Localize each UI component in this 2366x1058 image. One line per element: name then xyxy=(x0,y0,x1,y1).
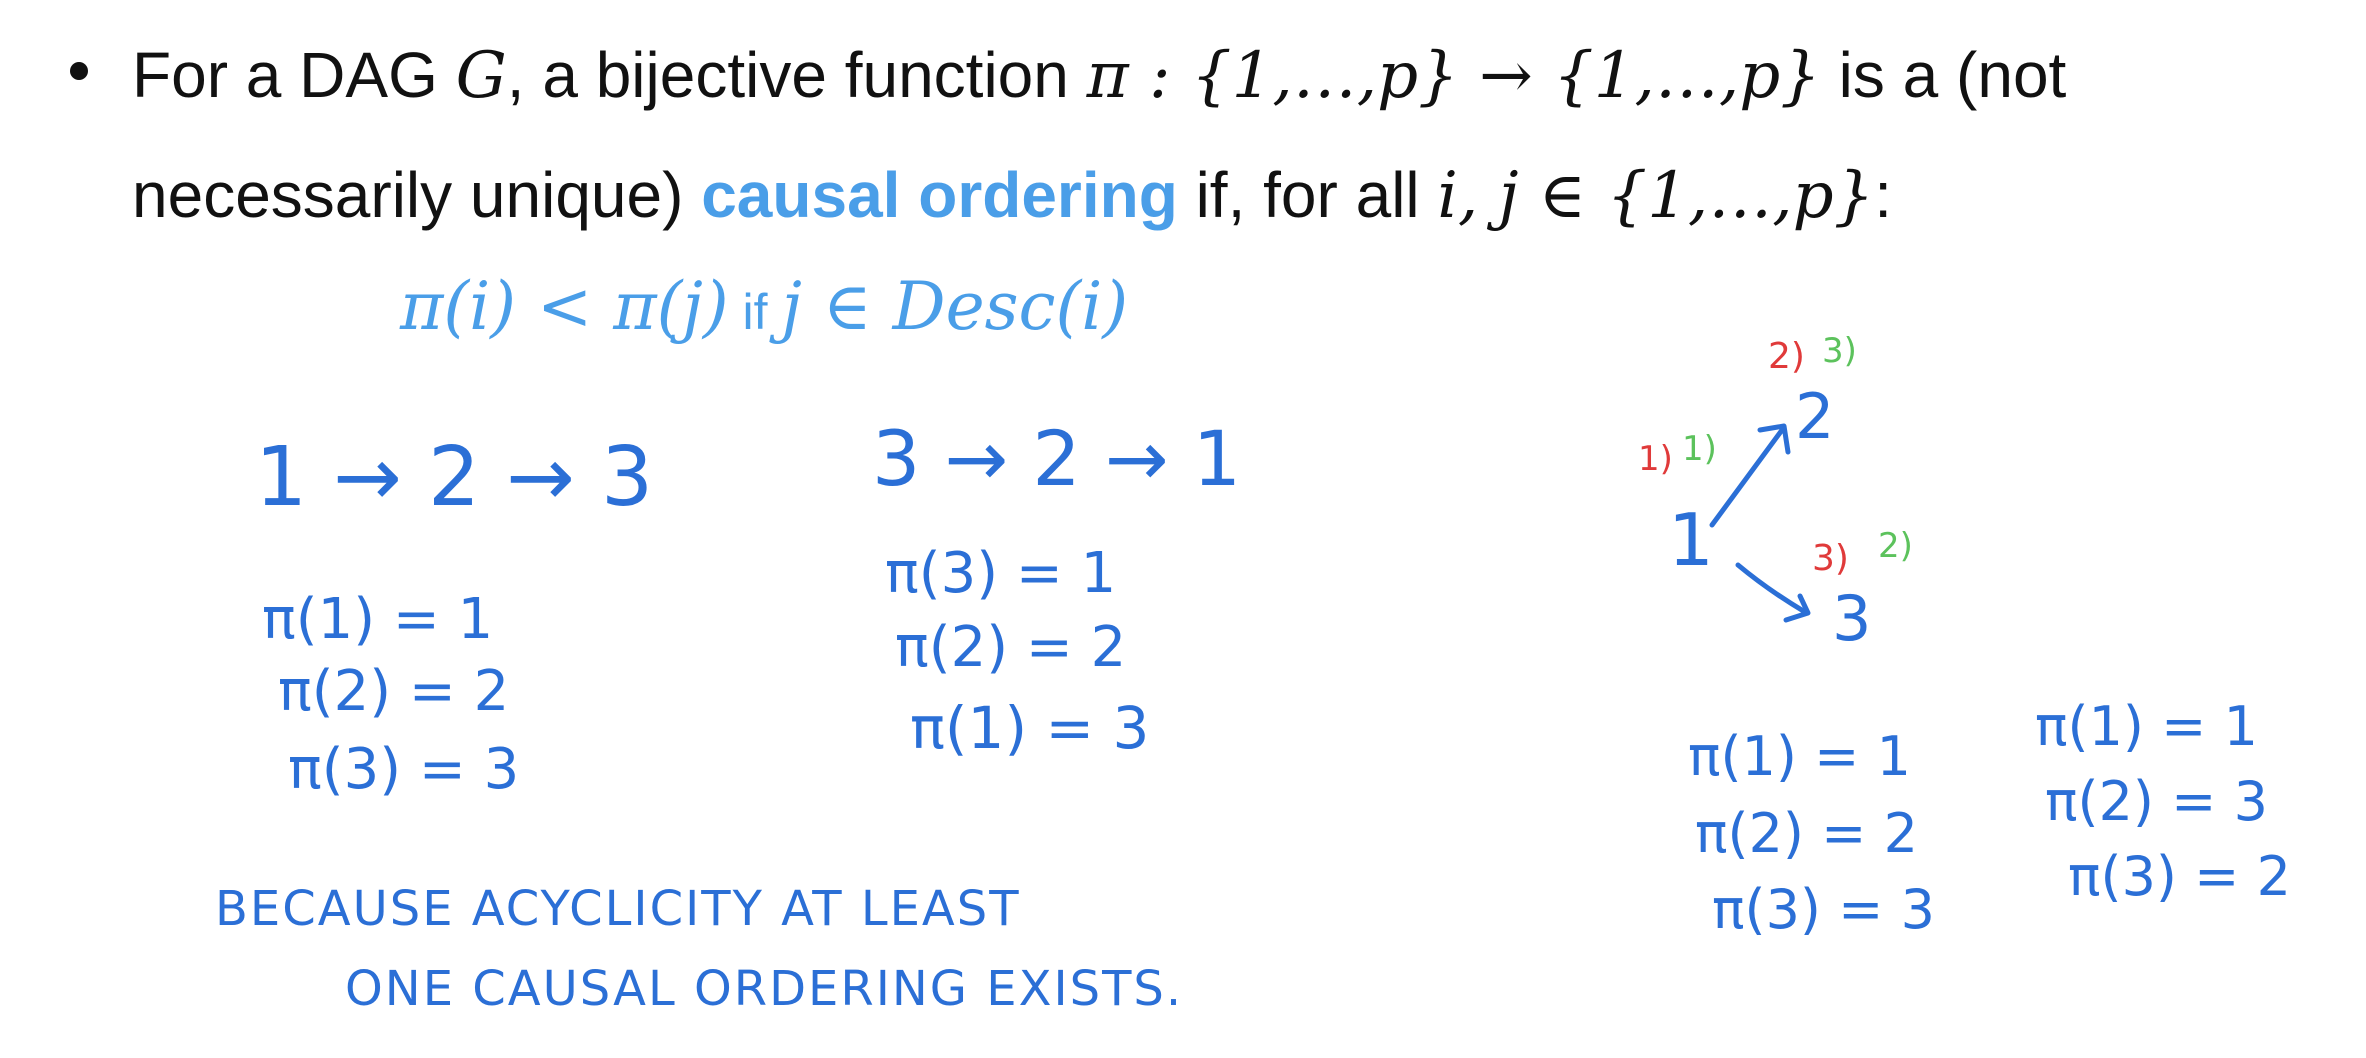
line1-text-c: is a (not xyxy=(1820,39,2067,111)
line2-text-b: if, for all xyxy=(1177,159,1438,231)
red-mark-node-2: 2) xyxy=(1768,336,1805,377)
example1-order-3: π(3) = 3 xyxy=(288,737,520,802)
causal-ordering-term: causal ordering xyxy=(701,159,1178,231)
example1-order-1: π(1) = 1 xyxy=(262,587,494,652)
example3-order-b-1: π(1) = 1 xyxy=(2035,695,2258,758)
example3-order-a-2: π(2) = 2 xyxy=(1695,802,1918,865)
line2-text-a: necessarily unique) xyxy=(132,159,702,231)
bijection-expression: π : {1,…,p} → {1,…,p} xyxy=(1086,39,1821,113)
example3-node-2: 2 xyxy=(1795,380,1835,453)
example3-order-a-3: π(3) = 3 xyxy=(1712,878,1935,941)
green-mark-node-2: 3) xyxy=(1822,331,1857,371)
line1-text-b: , a bijective function xyxy=(506,39,1087,111)
example1-chain: 1 → 2 → 3 xyxy=(255,430,654,525)
red-mark-node-1: 1) xyxy=(1638,439,1673,479)
example3-order-b-2: π(2) = 3 xyxy=(2045,770,2268,833)
formula-if: if xyxy=(728,284,782,340)
example2-order-3: π(1) = 3 xyxy=(910,694,1150,762)
line1-text-a: For a DAG xyxy=(132,39,456,111)
index-set-expression: i, j ∈ {1,…,p} xyxy=(1437,159,1875,233)
line2-text-c: : xyxy=(1874,159,1893,231)
example3-order-b-3: π(3) = 2 xyxy=(2068,845,2291,908)
formula-right: j ∈ Desc(i) xyxy=(781,268,1129,345)
example2-chain: 3 → 2 → 1 xyxy=(872,414,1242,503)
red-mark-node-3: 3) xyxy=(1812,538,1849,579)
graph-symbol: G xyxy=(455,39,507,113)
acyclicity-note-line-2: ONE CAUSAL ORDERING EXISTS. xyxy=(345,961,1184,1017)
example3-order-a-1: π(1) = 1 xyxy=(1688,725,1911,788)
example2-order-2: π(2) = 2 xyxy=(895,615,1127,680)
example3-node-1: 1 xyxy=(1668,498,1714,582)
example3-node-3: 3 xyxy=(1832,582,1872,655)
green-mark-node-1: 1) xyxy=(1682,429,1717,469)
arrow-1-to-2 xyxy=(1712,430,1782,525)
arrow-1-to-3 xyxy=(1738,565,1805,612)
example1-order-2: π(2) = 2 xyxy=(278,659,510,724)
example2-order-1: π(3) = 1 xyxy=(885,541,1117,606)
formula-left: π(i) < π(j) xyxy=(400,268,729,345)
acyclicity-note-line-1: BECAUSE ACYCLICITY AT LEAST xyxy=(215,881,1021,937)
green-mark-node-3: 2) xyxy=(1878,526,1913,566)
